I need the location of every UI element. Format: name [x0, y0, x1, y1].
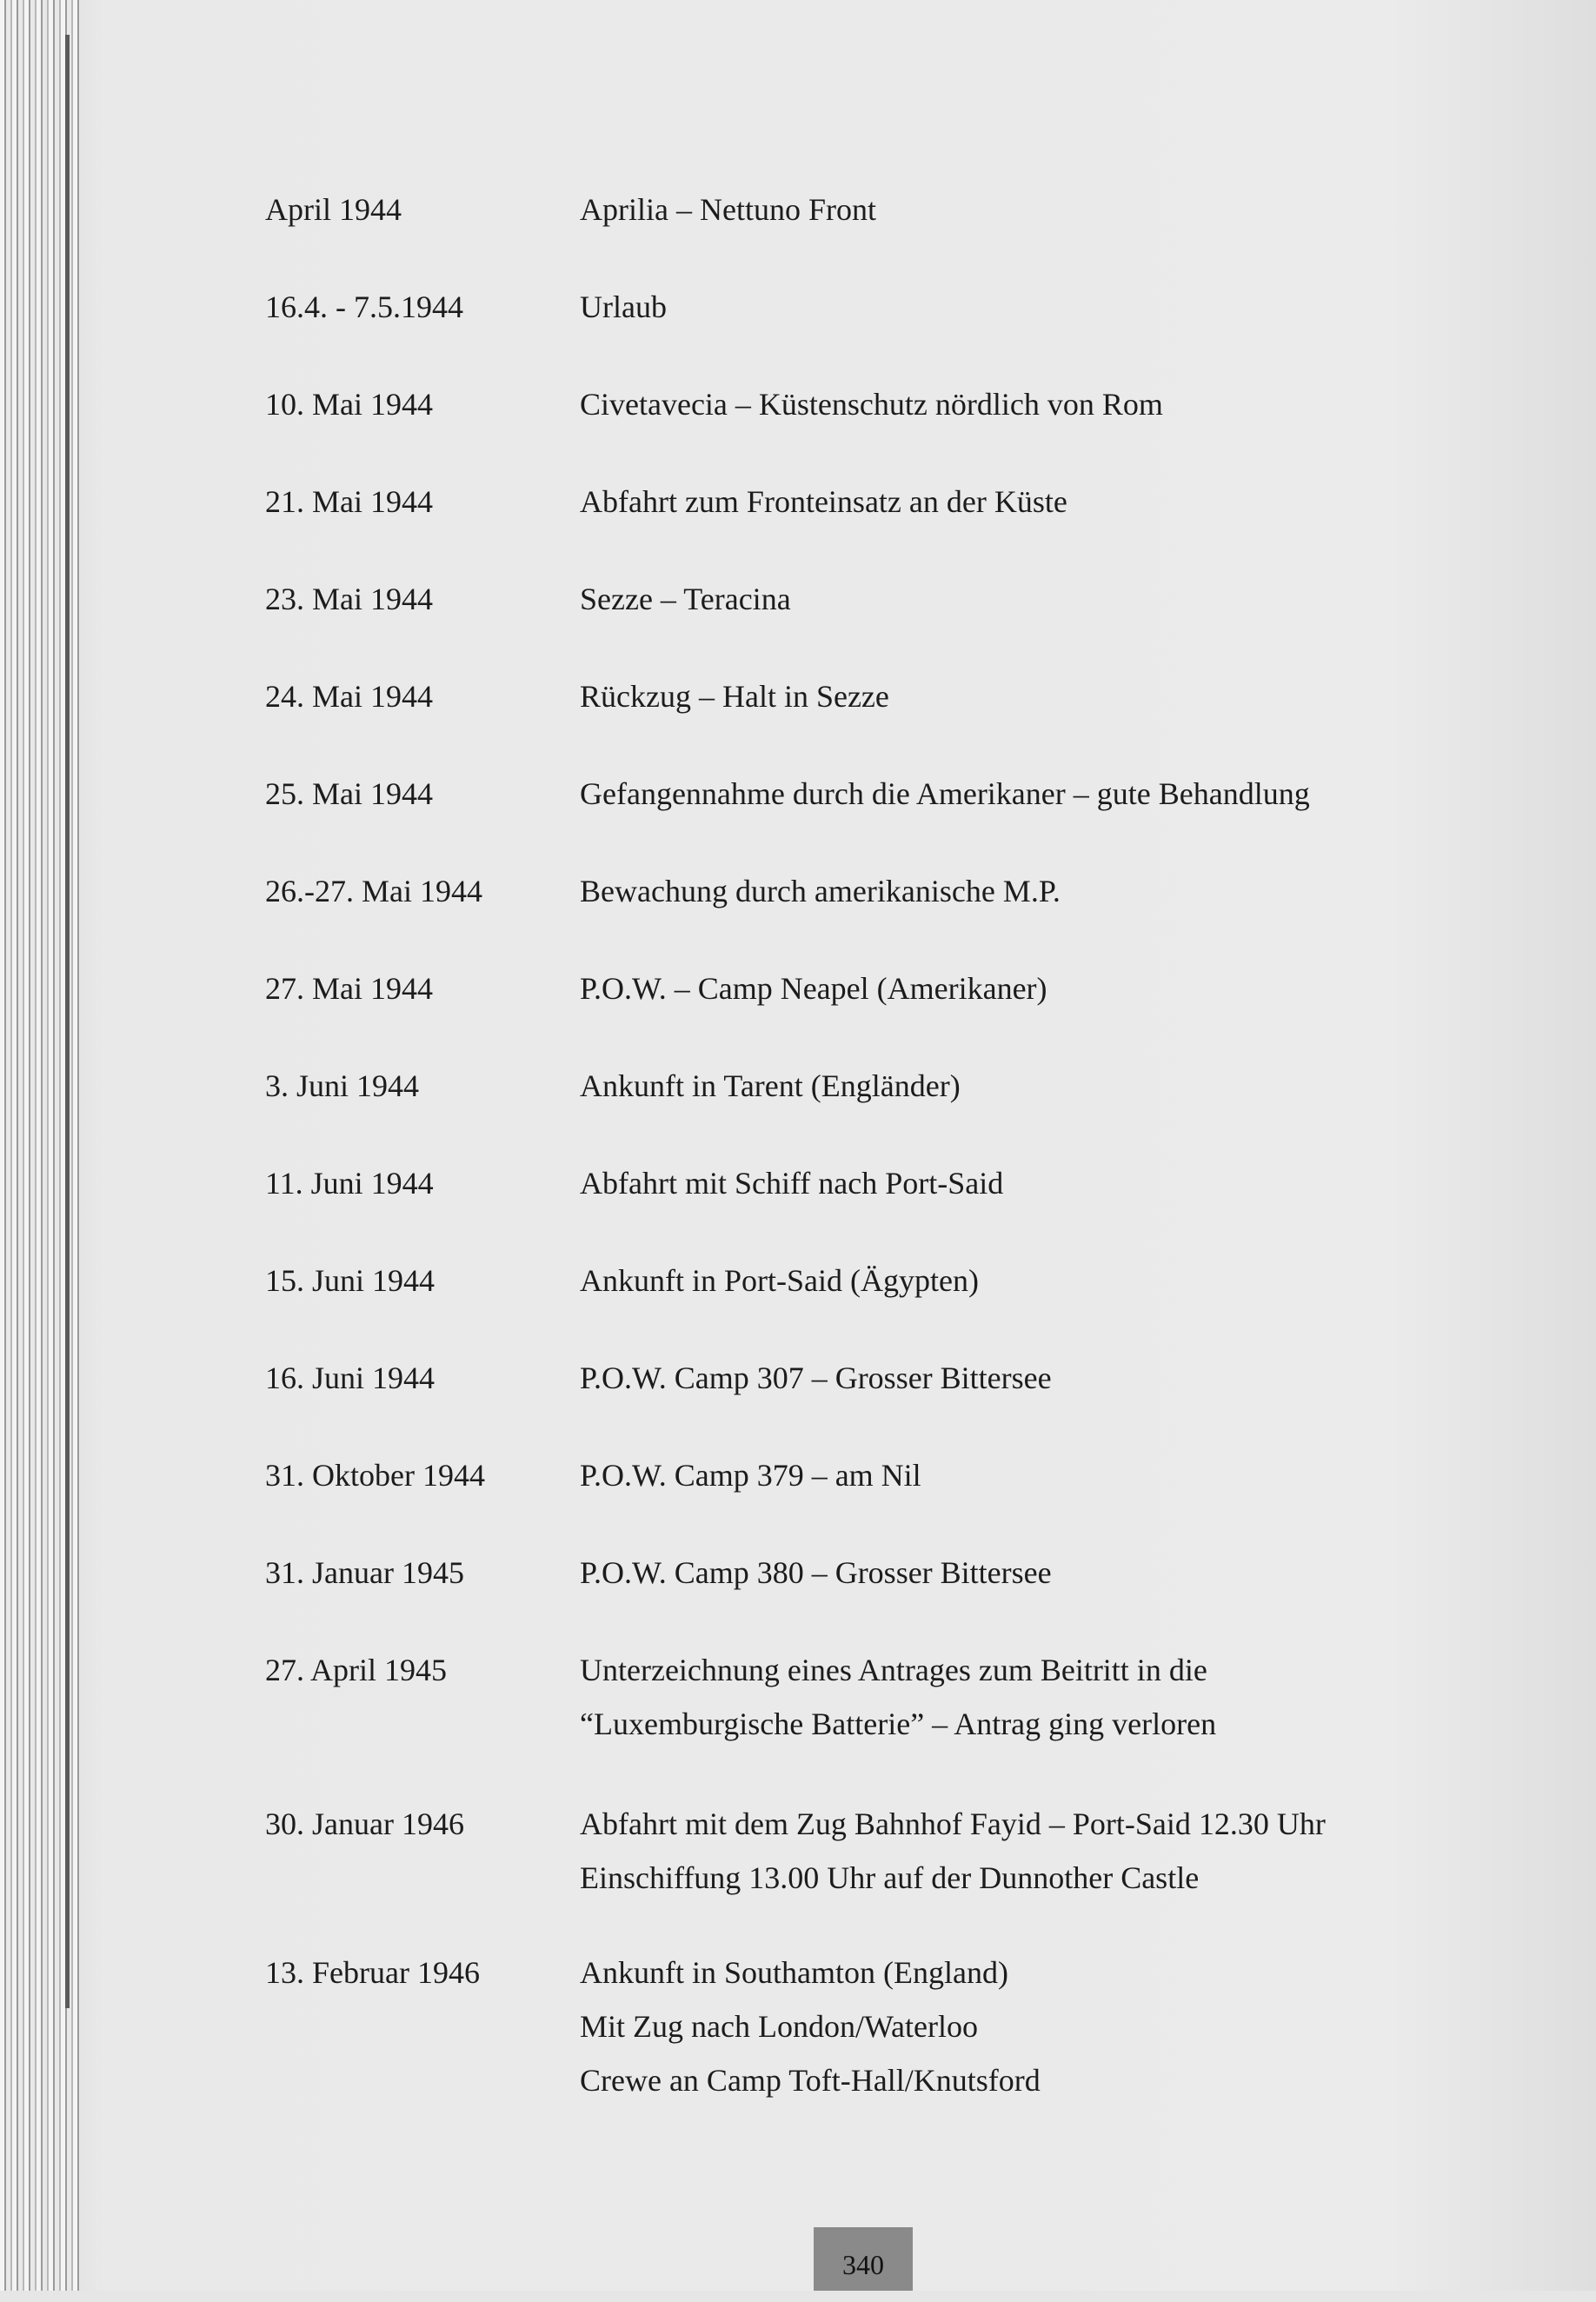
entry-event [580, 1643, 1216, 1751]
entry-date: 16.4. - 7.5.1944 [265, 289, 463, 324]
entry-event-line: Ankunft in Southamton (England) [580, 1955, 1008, 1990]
entry-event-line: Aprilia – Nettuno Front [580, 192, 876, 227]
entry-date: 15. Juni 1944 [265, 1263, 436, 1298]
entry-event [580, 1059, 961, 1113]
entry-event [580, 961, 1047, 1015]
entry-date: April 1944 [265, 192, 402, 227]
entry-event [580, 1546, 1052, 1600]
entry-event-line: Civetavecia – Küstenschutz nördlich von Rom [580, 387, 1163, 422]
entry-date: 3. Juni 1944 [265, 1068, 420, 1103]
entry-date: 21. Mai 1944 [265, 484, 433, 519]
entry-event [580, 1156, 1003, 1210]
entry-event-line: P.O.W. Camp 380 – Grosser Bittersee [580, 1555, 1052, 1590]
entry-event-line: Sezze – Teracina [580, 582, 791, 616]
entry-event [580, 572, 791, 626]
entry-event-line: Gefangennahme durch die Amerikaner – gute Behandlung [580, 776, 1310, 811]
entry-date: 11. Juni 1944 [265, 1166, 434, 1201]
entry-event [580, 864, 1061, 918]
entry-date: 24. Mai 1944 [265, 679, 433, 714]
entry-event [580, 183, 876, 236]
entry-event [580, 377, 1163, 431]
entry-date: 16. Juni 1944 [265, 1361, 436, 1395]
entry-event-line: Abfahrt mit dem Zug Bahnhof Fayid – Port-Said 12.30 Uhr [580, 1806, 1326, 1841]
entry-date: 26.-27. Mai 1944 [265, 874, 482, 908]
entry-event-line: Bewachung durch amerikanische M.P. [580, 874, 1061, 908]
entry-event-line: Unterzeichnung eines Antrages zum Beitritt in die [580, 1653, 1207, 1687]
entry-event [580, 1946, 1041, 2107]
entry-event [580, 669, 889, 723]
entry-date: 23. Mai 1944 [265, 582, 433, 616]
entry-event-line: Ankunft in Port-Said (Ägypten) [580, 1263, 979, 1298]
entry-date: 27. Mai 1944 [265, 971, 433, 1006]
entry-event-line: Crewe an Camp Toft-Hall/Knutsford [580, 2063, 1041, 2098]
entry-event-line: Abfahrt zum Fronteinsatz an der Küste [580, 484, 1067, 519]
entry-date: 27. April 1945 [265, 1653, 448, 1687]
entry-event [580, 1797, 1326, 1905]
entry-event [580, 1448, 921, 1502]
entry-event [580, 1254, 979, 1307]
entry-event-line: Rückzug – Halt in Sezze [580, 679, 889, 714]
entry-date: 25. Mai 1944 [265, 776, 433, 811]
entry-event-line: P.O.W. Camp 307 – Grosser Bittersee [580, 1361, 1052, 1395]
entry-event [580, 1351, 1052, 1405]
entry-event [580, 280, 667, 334]
entry-event-line: Einschiffung 13.00 Uhr auf der Dunnother Castle [580, 1860, 1200, 1895]
entry-date: 31. Januar 1945 [265, 1555, 464, 1590]
entry-event-line: Ankunft in Tarent (Engländer) [580, 1068, 961, 1103]
entry-date: 13. Februar 1946 [265, 1955, 480, 1990]
entry-event-line: P.O.W. – Camp Neapel (Amerikaner) [580, 971, 1047, 1006]
entry-event [580, 767, 1310, 821]
entry-date: 31. Oktober 1944 [265, 1458, 485, 1493]
entry-event [580, 475, 1067, 529]
entry-event-line: Urlaub [580, 289, 667, 324]
page-number: 340 [814, 2227, 913, 2291]
entry-event-line: P.O.W. Camp 379 – am Nil [580, 1458, 921, 1493]
entry-event-line: Mit Zug nach London/Waterloo [580, 2009, 978, 2044]
entry-event-line: “Luxemburgische Batterie” – Antrag ging verloren [580, 1707, 1217, 1741]
entry-date: 10. Mai 1944 [265, 387, 433, 422]
entry-date: 30. Januar 1946 [265, 1806, 464, 1841]
entry-event-line: Abfahrt mit Schiff nach Port-Said [580, 1166, 1004, 1201]
